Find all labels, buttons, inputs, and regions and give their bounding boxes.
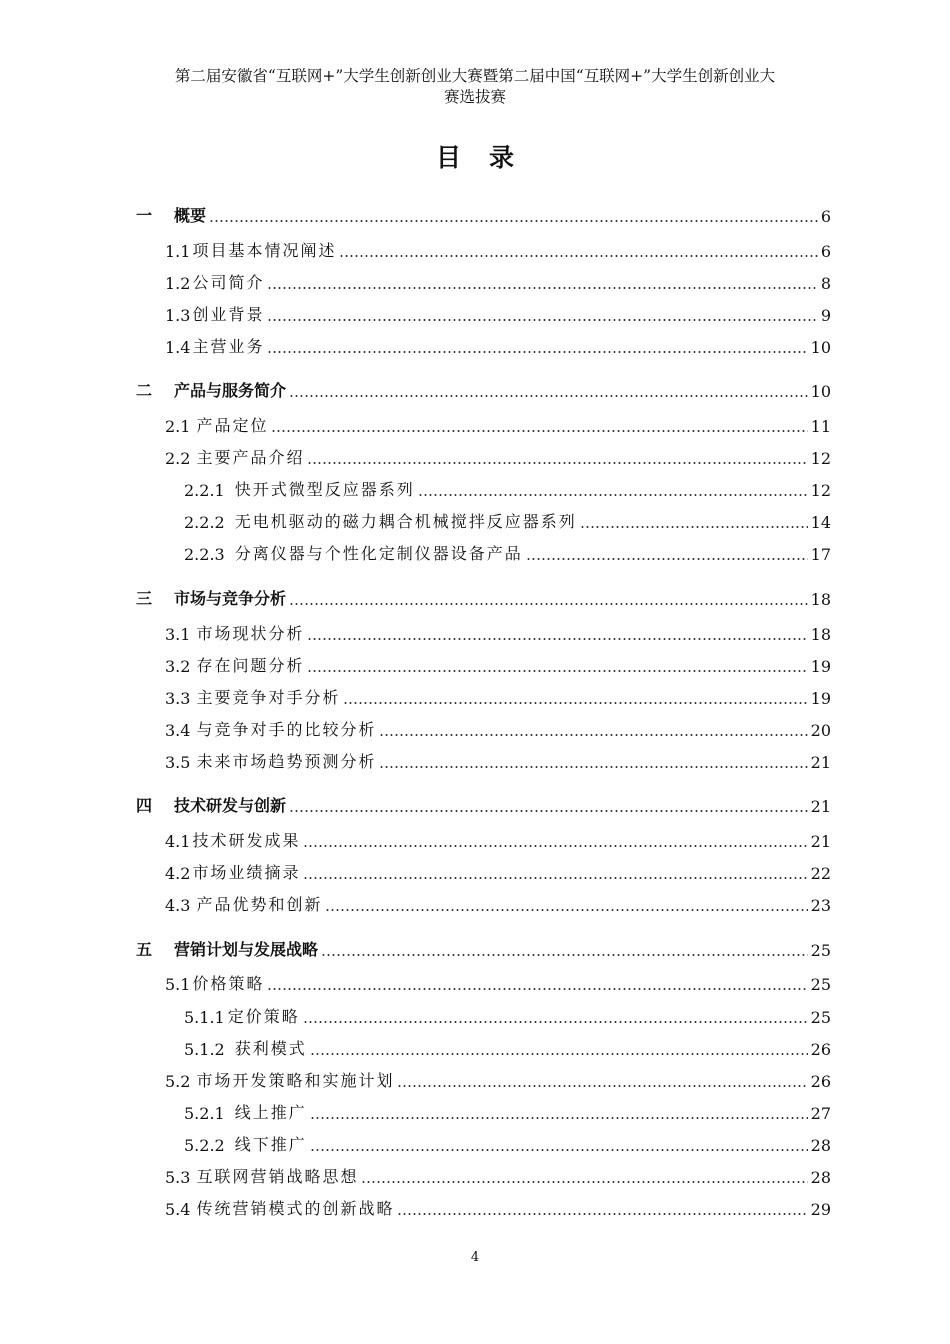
toc-entry-chapter-3[interactable] <box>0 585 950 609</box>
toc-entry-page: 21 <box>810 753 831 772</box>
toc-entry-number: 5.1.1 <box>184 1008 225 1027</box>
toc-entry-2-2[interactable] <box>0 444 950 468</box>
toc-entry-text: 产品定位 <box>196 416 269 435</box>
toc-entry-number: 5.2 <box>165 1072 191 1091</box>
toc-leader-dots <box>325 895 807 915</box>
toc-entry-number: 2.2 <box>165 449 191 468</box>
toc-entry-page: 8 <box>820 274 831 293</box>
toc-leader-dots <box>361 1167 807 1187</box>
toc-entry-5-2-2[interactable] <box>0 1131 950 1155</box>
toc-leader-dots <box>310 1103 808 1123</box>
toc-entry-text: 项目基本情况阐述 <box>192 241 337 260</box>
toc-leader-dots <box>379 752 807 772</box>
toc-entry-page: 19 <box>810 689 831 708</box>
toc-entry-number: 四 <box>136 796 153 815</box>
toc-entry-1-1[interactable] <box>0 237 950 261</box>
toc-entry-text: 营销计划与发展战略 <box>174 940 319 959</box>
toc-entry-page: 22 <box>810 864 831 883</box>
toc-entry-number: 4.1 <box>165 832 191 851</box>
toc-entry-number: 一 <box>136 206 153 225</box>
toc-entry-text: 市场现状分析 <box>196 624 305 643</box>
toc-leader-dots <box>397 1071 807 1091</box>
toc-entry-page: 25 <box>810 1008 831 1027</box>
toc-entry-5-1[interactable] <box>0 970 950 994</box>
toc-entry-number: 1.1 <box>165 242 191 261</box>
toc-entry-text: 互联网营销战略思想 <box>196 1167 359 1186</box>
toc-entry-page: 28 <box>810 1136 831 1155</box>
toc-entry-text: 快开式微型反应器系列 <box>234 480 415 499</box>
toc-entry-number: 3.5 <box>165 753 191 772</box>
toc-entry-page: 18 <box>810 590 831 609</box>
toc-entry-text: 价格策略 <box>192 974 265 993</box>
toc-leader-dots <box>271 416 807 436</box>
toc-entry-number: 二 <box>136 381 153 400</box>
toc-leader-dots <box>209 206 818 226</box>
toc-entry-4-3[interactable] <box>0 891 950 915</box>
toc-entry-number: 3.3 <box>165 689 191 708</box>
toc-entry-number: 5.4 <box>165 1200 191 1219</box>
toc-leader-dots <box>289 796 808 816</box>
toc-entry-3-5[interactable] <box>0 748 950 772</box>
toc-entry-number: 2.1 <box>165 417 191 436</box>
toc-entry-text: 公司简介 <box>192 273 265 292</box>
toc-leader-dots <box>526 544 808 564</box>
toc-entry-text: 主营业务 <box>192 337 265 356</box>
toc-leader-dots <box>303 1007 808 1027</box>
toc-entry-number: 5.1 <box>165 975 191 994</box>
toc-leader-dots <box>397 1199 807 1219</box>
toc-entry-text: 未来市场趋势预测分析 <box>196 752 377 771</box>
toc-entry-2-2-2[interactable] <box>0 508 950 532</box>
toc-entry-number: 2.2.3 <box>184 545 225 564</box>
toc-leader-dots <box>580 512 808 532</box>
toc-entry-page: 12 <box>810 449 831 468</box>
toc-entry-page: 12 <box>810 481 831 500</box>
toc-leader-dots <box>310 1039 808 1059</box>
toc-entry-2-2-1[interactable] <box>0 476 950 500</box>
toc-entry-page: 9 <box>820 306 831 325</box>
toc-entry-3-3[interactable] <box>0 684 950 708</box>
toc-entry-chapter-1[interactable] <box>0 202 950 226</box>
toc-entry-2-1[interactable] <box>0 412 950 436</box>
toc-entry-number: 5.3 <box>165 1168 191 1187</box>
toc-entry-page: 17 <box>810 545 831 564</box>
toc-entry-text: 获利模式 <box>234 1039 307 1058</box>
toc-entry-text: 线下推广 <box>234 1135 307 1154</box>
toc-entry-text: 线上推广 <box>234 1103 307 1122</box>
toc-entry-text: 存在问题分析 <box>196 656 305 675</box>
toc-entry-text: 概要 <box>174 206 207 225</box>
header-line-1: 第二届安徽省“互联网+”大学生创新创业大赛暨第二届中国“互联网+”大学生创新创业大 <box>174 67 776 85</box>
toc-entry-number: 3.2 <box>165 657 191 676</box>
toc-entry-4-1[interactable] <box>0 827 950 851</box>
toc-entry-page: 26 <box>810 1040 831 1059</box>
toc-entry-number: 4.2 <box>165 864 191 883</box>
toc-leader-dots <box>307 448 807 468</box>
toc-entry-page: 11 <box>810 417 831 436</box>
toc-entry-3-2[interactable] <box>0 652 950 676</box>
toc-entry-number: 1.2 <box>165 274 191 293</box>
toc-entry-5-2[interactable] <box>0 1067 950 1091</box>
toc-entry-text: 技术研发与创新 <box>174 796 287 815</box>
toc-leader-dots <box>303 831 807 851</box>
toc-entry-number: 2.2.2 <box>184 513 225 532</box>
toc-entry-number: 5.2.1 <box>184 1104 225 1123</box>
toc-leader-dots <box>379 720 807 740</box>
toc-entry-page: 19 <box>810 657 831 676</box>
toc-entry-number: 2.2.1 <box>184 481 225 500</box>
toc-entry-number: 3.4 <box>165 721 191 740</box>
toc-entry-number: 三 <box>136 589 153 608</box>
toc-leader-dots <box>289 381 808 401</box>
toc-leader-dots <box>307 624 807 644</box>
toc-entry-text: 与竞争对手的比较分析 <box>196 720 377 739</box>
toc-leader-dots <box>310 1135 808 1155</box>
toc-entry-3-4[interactable] <box>0 716 950 740</box>
toc-entry-page: 6 <box>820 207 831 226</box>
toc-entry-text: 传统营销模式的创新战略 <box>196 1199 395 1218</box>
toc-leader-dots <box>321 940 808 960</box>
toc-entry-text: 市场与竞争分析 <box>174 589 287 608</box>
toc-entry-page: 23 <box>810 896 831 915</box>
toc-entry-text: 无电机驱动的磁力耦合机械搅拌反应器系列 <box>234 512 577 531</box>
toc-entry-3-1[interactable] <box>0 620 950 644</box>
toc-entry-number: 1.3 <box>165 306 191 325</box>
toc-leader-dots <box>303 863 807 883</box>
toc-entry-text: 市场业绩摘录 <box>192 863 301 882</box>
toc-entry-page: 20 <box>810 721 831 740</box>
toc-entry-number: 5.2.2 <box>184 1136 225 1155</box>
page-number: 4 <box>470 1250 480 1265</box>
toc-leader-dots <box>267 337 807 357</box>
toc-entry-page: 28 <box>810 1168 831 1187</box>
toc-entry-text: 市场开发策略和实施计划 <box>196 1071 395 1090</box>
toc-leader-dots <box>289 589 808 609</box>
toc-entry-5-4[interactable] <box>0 1195 950 1219</box>
toc-entry-5-3[interactable] <box>0 1163 950 1187</box>
toc-entry-text: 创业背景 <box>192 305 265 324</box>
toc-entry-text: 定价策略 <box>227 1007 300 1026</box>
toc-entry-text: 主要产品介绍 <box>196 448 305 467</box>
toc-entry-page: 14 <box>810 513 831 532</box>
toc-entry-page: 10 <box>810 382 831 401</box>
toc-entry-page: 25 <box>810 975 831 994</box>
toc-entry-text: 产品与服务简介 <box>174 381 287 400</box>
toc-entry-number: 五 <box>136 940 153 959</box>
toc-entry-page: 25 <box>810 941 831 960</box>
toc-entry-page: 27 <box>810 1104 831 1123</box>
toc-entry-1-2[interactable] <box>0 269 950 293</box>
toc-entry-text: 分离仪器与个性化定制仪器设备产品 <box>234 544 523 563</box>
toc-entry-chapter-4[interactable] <box>0 792 950 816</box>
toc-leader-dots <box>267 305 817 325</box>
toc-entry-page: 6 <box>820 242 831 261</box>
toc-entry-page: 21 <box>810 832 831 851</box>
toc-entry-text: 技术研发成果 <box>192 831 301 850</box>
toc-entry-page: 10 <box>810 338 831 357</box>
toc-entry-chapter-2[interactable] <box>0 377 950 401</box>
toc-entry-text: 主要竞争对手分析 <box>196 688 341 707</box>
header-line-2: 赛选拔赛 <box>443 88 506 106</box>
toc-entry-number: 3.1 <box>165 625 191 644</box>
toc-entry-number: 1.4 <box>165 338 191 357</box>
toc-entry-1-4[interactable] <box>0 333 950 357</box>
toc-entry-1-3[interactable] <box>0 301 950 325</box>
toc-leader-dots <box>343 688 807 708</box>
toc-leader-dots <box>307 656 807 676</box>
toc-leader-dots <box>339 241 817 261</box>
toc-entry-page: 21 <box>810 797 831 816</box>
toc-entry-text: 产品优势和创新 <box>196 895 323 914</box>
toc-entry-5-2-1[interactable] <box>0 1099 950 1123</box>
toc-entry-2-2-3[interactable] <box>0 540 950 564</box>
toc-entry-page: 29 <box>810 1200 831 1219</box>
toc-entry-5-1-2[interactable] <box>0 1035 950 1059</box>
toc-entry-page: 26 <box>810 1072 831 1091</box>
toc-entry-5-1-1[interactable] <box>0 1003 950 1027</box>
toc-entry-chapter-5[interactable] <box>0 936 950 960</box>
toc-leader-dots <box>418 480 808 500</box>
toc-entry-number: 4.3 <box>165 896 191 915</box>
toc-entry-page: 18 <box>810 625 831 644</box>
toc-entry-4-2[interactable] <box>0 859 950 883</box>
toc-leader-dots <box>267 273 817 293</box>
toc-entry-number: 5.1.2 <box>184 1040 225 1059</box>
toc-title: 目录 <box>435 143 542 172</box>
toc-leader-dots <box>267 974 807 994</box>
